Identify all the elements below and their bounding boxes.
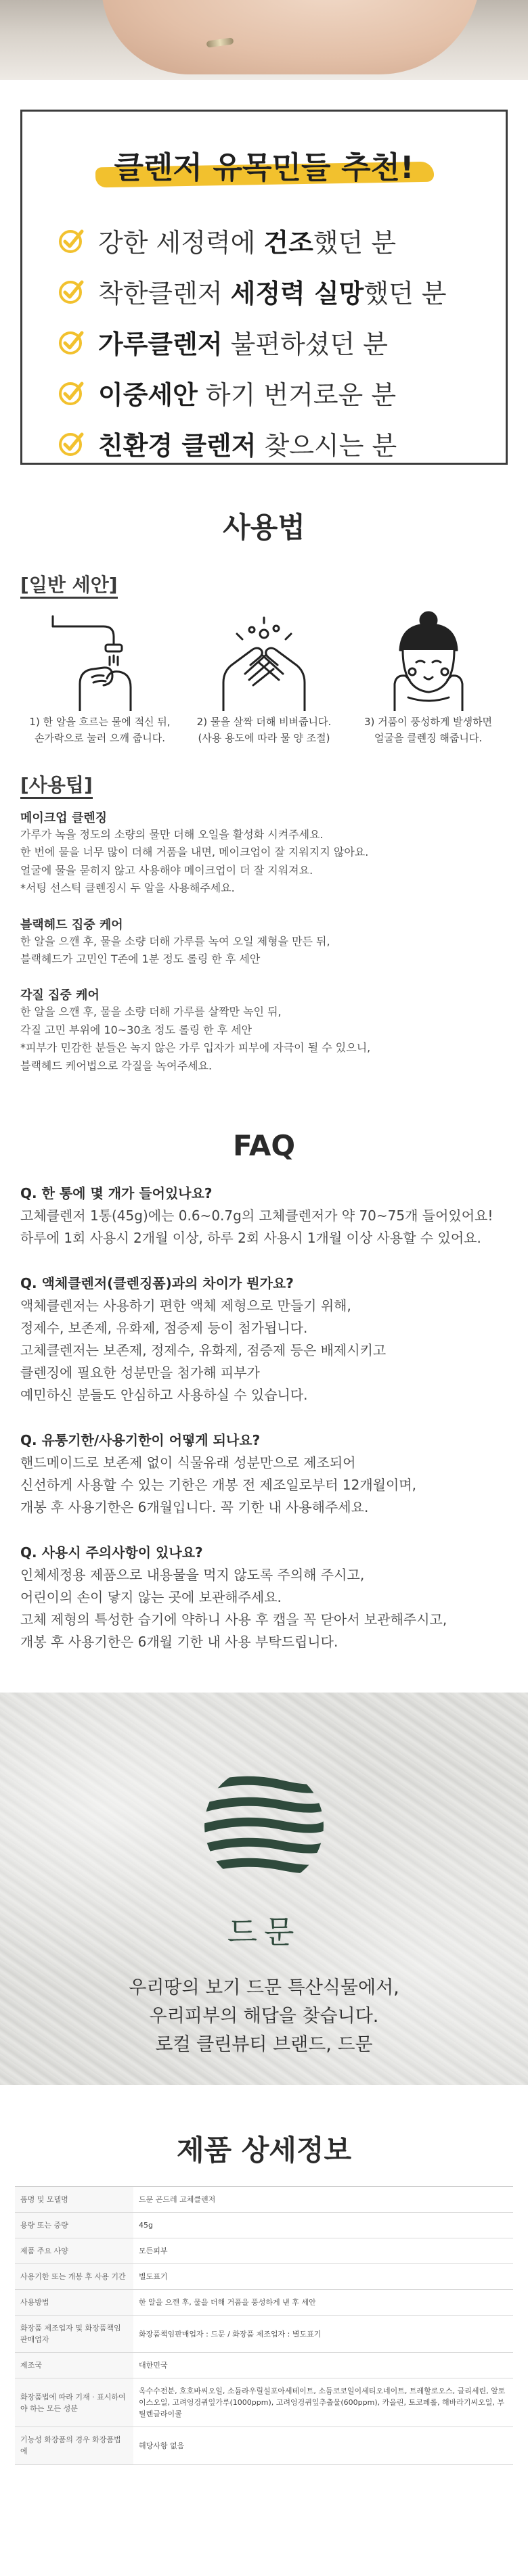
check-icon [58, 380, 85, 407]
detail-value: 드문 곤드레 고체클렌저 [133, 2186, 513, 2212]
recommend-title: 클렌저 유목민들 추천! [22, 143, 506, 187]
tips-list [20, 808, 508, 1075]
faucet-hands-icon [39, 610, 161, 711]
detail-label: 제품 주요 사양 [15, 2238, 133, 2264]
detail-value: 화장품책임판매업자 : 드문 / 화장품 제조업자 : 별도표기 [133, 2316, 513, 2353]
detail-label: 화장품법에 따라 기재 · 표시하여야 하는 모든 성분 [15, 2378, 133, 2427]
detail-value: 대한민국 [133, 2353, 513, 2378]
detail-value: 한 알을 으깬 후, 물을 더해 거품을 풍성하게 낸 후 세안 [133, 2290, 513, 2316]
recommend-item-post: 불편하셨던 분 [222, 329, 388, 359]
check-icon [58, 278, 85, 305]
tips-tag: [사용팁] [20, 773, 93, 799]
recommend-item-post: 했던 분 [364, 279, 447, 308]
hand-photo [102, 0, 481, 74]
face-washing-icon [368, 610, 489, 711]
tip-body: 한 알을 으깬 후, 물을 소량 더해 가루를 살짝만 녹인 뒤, 각질 고민 부위에 10~30초 정도 롤링 한 후 세안 *피부가 민감한 분들은 녹지 않은 가루 입자가 피부에 자극이 될 수 있으니, 블랙헤드 케어법으로 각질을 녹여주세요. [20, 1005, 371, 1072]
recommend-list [58, 215, 506, 469]
recommend-item-text [98, 323, 388, 361]
recommend-item-post: 찾으시는 분 [256, 431, 397, 461]
usage-steps [20, 610, 508, 746]
faq-question: Q. 유통기한/사용기한이 어떻게 되나요? [20, 1431, 261, 1448]
detail-value: 별도표기 [133, 2264, 513, 2290]
recommend-item [58, 215, 506, 266]
faq-answer: 핸드메이드로 보존제 없이 식물유래 성분만으로 제조되어 신선하게 사용할 수 있는 기한은 개봉 전 제조일로부터 12개월이며, 개봉 후 사용기한은 6개월입니다. 꼭 기한 내 사용해주세요. [20, 1454, 416, 1515]
detail-row [15, 2238, 513, 2264]
recommend-item [58, 266, 506, 317]
detail-label: 품명 및 모델명 [15, 2186, 133, 2212]
usage-step-2-text: 2) 물을 살짝 더해 비벼줍니다. (사용 용도에 따라 물 양 조절) [196, 716, 332, 744]
tip-heading: 각질 집중 케어 [20, 988, 100, 1003]
brand-banner [0, 1693, 528, 2085]
recommend-item-bold: 세정력 실망 [230, 279, 364, 308]
detail-row [15, 2290, 513, 2316]
usage-title: 사용법 [223, 511, 305, 544]
detail-row [15, 2378, 513, 2427]
recommend-item [58, 418, 506, 469]
faq-item [20, 1542, 508, 1653]
recommend-item-pre: 강한 세정력에 [98, 228, 264, 258]
check-icon [58, 329, 85, 356]
usage-step-3 [349, 610, 508, 746]
detail-value: 45g [133, 2212, 513, 2238]
tip-heading: 블랙헤드 집중 케어 [20, 917, 123, 932]
brand-copy: 우리땅의 보기 드문 특산식물에서, 우리피부의 해답을 찾습니다. 로컬 클린뷰티 브랜드, 드문 [129, 1977, 399, 2055]
faq-title: FAQ [232, 1128, 296, 1162]
detail-value: 옥수수전분, 호호바씨오일, 소듐라우릴설포아세테이트, 소듐코코일이세티오네이트, 트레할로오스, 글리세린, 알토이스오일, 고려엉겅퀴잎가루(1000ppm), 고려엉겅퀴잎추출물(600ppm), 카올린, 토코페롤, 해바라기씨오일, 부틸렌글라이콜 [133, 2378, 513, 2427]
faq-item [20, 1182, 508, 1249]
recommend-item-bold: 가루클렌저 [98, 329, 223, 359]
detail-row [15, 2264, 513, 2290]
recommend-item [58, 317, 506, 367]
detail-row [15, 2427, 513, 2464]
rubbing-hands-icon [203, 610, 325, 711]
detail-label: 사용기한 또는 개봉 후 사용 기간 [15, 2264, 133, 2290]
detail-table [15, 2186, 513, 2465]
recommend-item-pre: 착한클렌저 [98, 279, 231, 308]
detail-label: 용량 또는 중량 [15, 2212, 133, 2238]
recommend-item-text [98, 374, 396, 411]
detail-label: 제조국 [15, 2353, 133, 2378]
recommend-item-bold: 건조 [263, 228, 313, 258]
hero-image [0, 0, 528, 80]
recommend-item-bold: 이중세안 [98, 380, 198, 410]
check-icon [58, 227, 85, 254]
usage-step-2 [185, 610, 344, 746]
tip-body: 한 알을 으깬 후, 물을 소량 더해 가루를 녹여 오일 제형을 만든 뒤, 블랙헤드가 고민인 T존에 1분 정도 롤링 한 후 세안 [20, 934, 330, 965]
detail-row [15, 2212, 513, 2238]
usage-step-1-text: 1) 한 알을 흐르는 물에 적신 뒤, 손가락으로 눌러 으깨 줍니다. [29, 716, 171, 744]
faq-answer: 액체클렌저는 사용하기 편한 액체 제형으로 만들기 위해, 정제수, 보존제, 유화제, 점증제 등이 첨가됩니다. 고체클렌저는 보존제, 정제수, 유화제, 점증제 등은 배제시키고 클렌징에 필요한 성분만을 첨가해 피부가 예민하신 분들도 안심하고 사용하실 수 있습니다. [20, 1297, 387, 1403]
detail-value: 모든피부 [133, 2238, 513, 2264]
faq-question: Q. 한 통에 몇 개가 들어있나요? [20, 1184, 213, 1201]
faq-answer: 인체세정용 제품으로 내용물을 먹지 않도록 주의해 주시고, 어린이의 손이 닿지 않는 곳에 보관해주세요. 고체 제형의 특성한 습기에 약하니 사용 후 캡을 꼭 닫아서 보관해주시고, 개봉 후 사용기한은 6개월 기한 내 사용 부탁드립니다. [20, 1566, 447, 1650]
detail-title: 제품 상세정보 [176, 2133, 352, 2167]
detail-row [15, 2353, 513, 2378]
detail-label: 사용방법 [15, 2290, 133, 2316]
recommend-item-post: 하기 번거로운 분 [197, 380, 397, 410]
striped-circle-logo-icon [200, 1762, 328, 1890]
recommend-item-text [98, 425, 397, 462]
faq-item [20, 1272, 508, 1406]
recommend-item [58, 367, 506, 418]
detail-row [15, 2316, 513, 2353]
faq-item [20, 1429, 508, 1519]
tip-heading: 메이크업 클렌징 [20, 811, 107, 825]
check-icon [58, 430, 85, 457]
faq-list [20, 1182, 508, 1653]
tip-body: 가루가 녹을 정도의 소량의 물만 더해 오일을 활성화 시켜주세요. 한 번에 물을 너무 많이 더해 거품을 내면, 메이크업이 잘 지워지지 않아요. 얼굴에 물을 묻히지 않고 사용해야 메이크업이 더 잘 지워져요. *서팅 선스틱 클렌징시 두 알을 사용해주세요. [20, 828, 369, 895]
recommend-box [20, 110, 508, 465]
detail-label: 화장품 제조업자 및 화장품책임판매업자 [15, 2316, 133, 2353]
detail-row [15, 2186, 513, 2212]
usage-step-1 [20, 610, 179, 746]
detail-value: 해당사항 없음 [133, 2427, 513, 2464]
faq-question: Q. 액체클렌저(클렌징폼)과의 차이가 뭔가요? [20, 1274, 294, 1291]
usage-step-3-text: 3) 거품이 풍성하게 발생하면 얼굴을 클렌징 해줍니다. [364, 716, 493, 744]
recommend-item-text [98, 222, 396, 259]
general-wash-tag: [일반 세안] [20, 573, 118, 599]
faq-question: Q. 사용시 주의사항이 있나요? [20, 1544, 203, 1561]
brand-name: 드문 [227, 1913, 301, 1950]
recommend-item-text [98, 273, 447, 310]
faq-answer: 고체클렌저 1통(45g)에는 0.6~0.7g의 고체클렌저가 약 70~75개 들어있어요! 하루에 1회 사용시 2개월 이상, 하루 2회 사용시 1개월 이상 사용할 수 있어요. [20, 1207, 493, 1246]
recommend-item-bold: 친환경 클렌저 [98, 431, 257, 461]
detail-label: 기능성 화장품의 경우 화장품법에 [15, 2427, 133, 2464]
recommend-item-post: 했던 분 [313, 228, 397, 258]
